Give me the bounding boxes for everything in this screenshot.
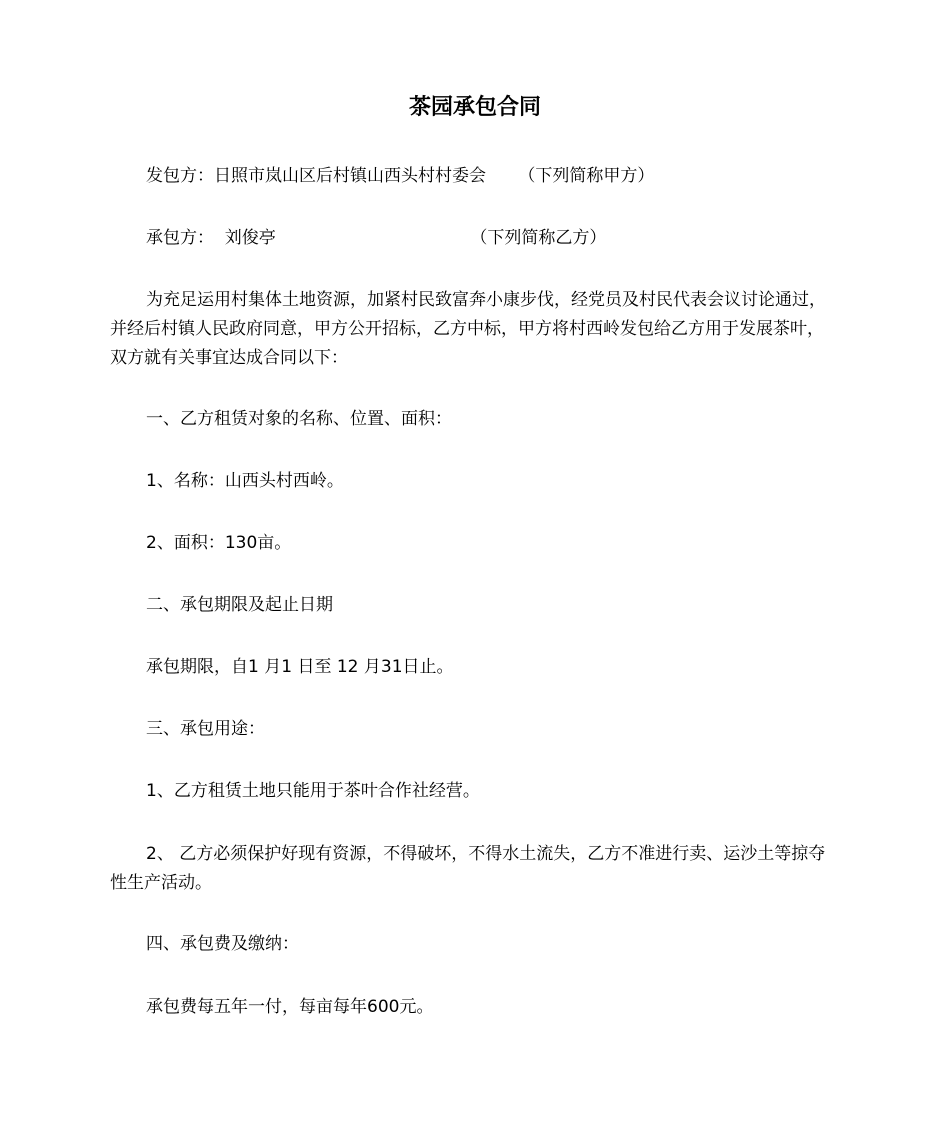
clause-name: 1、名称：山西头村西岭。 bbox=[146, 471, 344, 491]
contract-preamble: 为充足运用村集体土地资源，加紧村民致富奔小康步伐，经党员及村民代表会议讨论通过，并经后村镇人民政府同意，甲方公开招标，乙方中标，甲方将村西岭发包给乙方用于发展茶叶，双方就有关事宜达成合同以下： bbox=[110, 290, 826, 368]
section-heading-1: 一、乙方租赁对象的名称、位置、面积： bbox=[146, 409, 452, 429]
contract-party-b: 承包方： 刘俊亭 （下列简称乙方） bbox=[146, 228, 607, 248]
clause-usage-1: 1、乙方租赁土地只能用于茶叶合作社经营。 bbox=[146, 781, 480, 801]
clause-usage-2: 2、 乙方必须保护好现有资源，不得破坏，不得水土流失，乙方不准进行卖、运沙土等掠夺性生产活动。 bbox=[110, 844, 826, 893]
document-title: 茶园承包合同 bbox=[408, 95, 541, 120]
section-heading-4: 四、承包费及缴纳： bbox=[146, 934, 299, 954]
clause-area: 2、面积：130亩。 bbox=[146, 533, 292, 553]
clause-fee: 承包费每五年一付，每亩每年600元。 bbox=[146, 997, 434, 1017]
clause-term: 承包期限，自1 月1 日至 12 月31日止。 bbox=[146, 657, 454, 677]
section-heading-3: 三、承包用途： bbox=[146, 719, 265, 739]
section-heading-2: 二、承包期限及起止日期 bbox=[146, 595, 333, 615]
contract-party-a: 发包方：日照市岚山区后村镇山西头村村委会 （下列简称甲方） bbox=[146, 166, 655, 186]
